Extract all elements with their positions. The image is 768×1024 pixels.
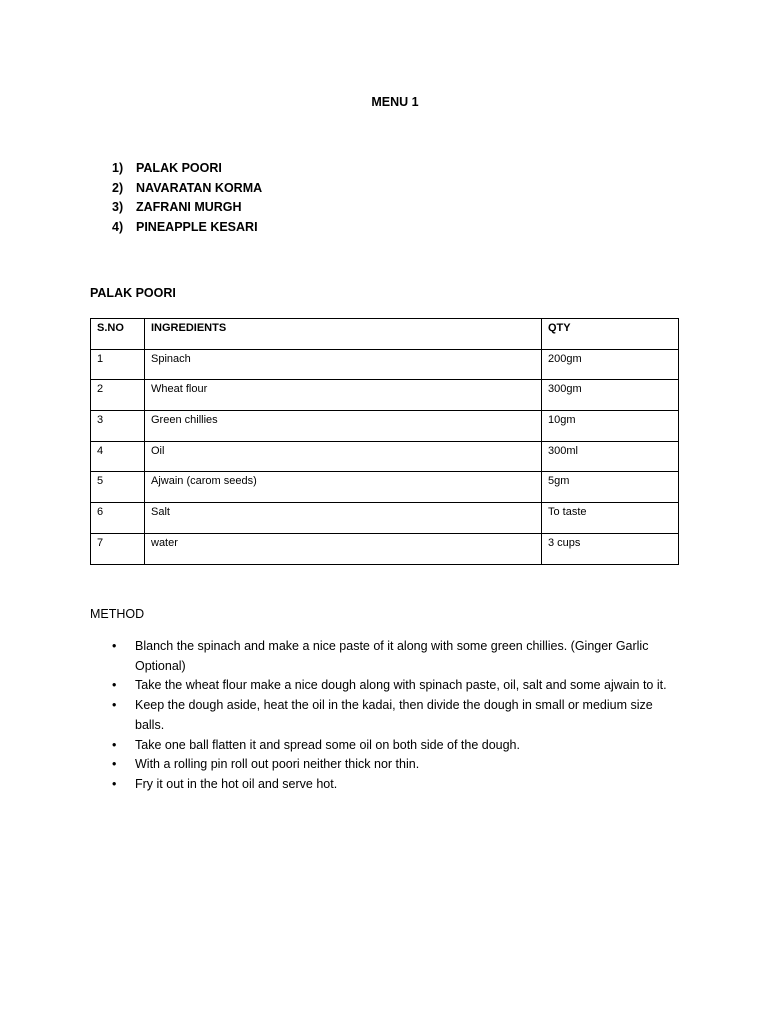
menu-item-number: 1) [112, 161, 124, 175]
table-row [91, 503, 679, 534]
cell-qty: 10gm [542, 411, 679, 442]
table-header-row [91, 319, 679, 350]
bullet-icon: • [112, 737, 117, 752]
method-step-text: Take the wheat flour make a nice dough along with spinach paste, oil, salt and some ajwain to it. [135, 678, 667, 693]
method-step [112, 637, 682, 676]
menu-item-name: NAVARATAN KORMA [136, 180, 263, 195]
cell-qty: 300ml [542, 441, 679, 472]
header-sno: S.NO [91, 319, 145, 350]
header-qty: QTY [542, 319, 679, 350]
menu-title: MENU 1 [371, 95, 419, 109]
cell-sno: 4 [91, 441, 145, 472]
cell-sno: 2 [91, 380, 145, 411]
method-steps [112, 637, 682, 795]
menu-item [112, 218, 262, 238]
table-row [91, 380, 679, 411]
cell-ingredient: Oil [145, 441, 542, 472]
cell-ingredient: Green chillies [145, 411, 542, 442]
method-step-text: Take one ball flatten it and spread some oil on both side of the dough. [135, 737, 520, 752]
cell-ingredient: Salt [145, 503, 542, 534]
cell-sno: 3 [91, 411, 145, 442]
recipe-title: PALAK POORI [90, 286, 176, 300]
menu-list [112, 159, 262, 238]
menu-item-name: ZAFRANI MURGH [136, 200, 242, 215]
cell-qty: 300gm [542, 380, 679, 411]
cell-ingredient: Ajwain (carom seeds) [145, 472, 542, 503]
header-ingredients: INGREDIENTS [145, 319, 542, 350]
method-step [112, 755, 682, 775]
cell-ingredient: Spinach [145, 349, 542, 380]
bullet-icon: • [112, 639, 117, 653]
method-step-text: Blanch the spinach and make a nice paste of it along with some green chillies. (Ginger Garlic Optional) [135, 639, 649, 673]
menu-item-number: 4) [112, 220, 124, 235]
menu-item [112, 198, 262, 218]
method-step [112, 676, 682, 696]
menu-item-name: PALAK POORI [136, 161, 222, 175]
method-step [112, 736, 682, 756]
ingredients-table [90, 318, 679, 565]
cell-sno: 1 [91, 349, 145, 380]
cell-qty: 3 cups [542, 533, 679, 564]
menu-item [112, 159, 262, 179]
bullet-icon: • [112, 678, 117, 693]
bullet-icon: • [112, 776, 117, 791]
menu-item-number: 2) [112, 180, 124, 195]
menu-item [112, 179, 262, 199]
method-step-text: With a rolling pin roll out poori neither thick nor thin. [135, 757, 420, 772]
cell-sno: 5 [91, 472, 145, 503]
method-step [112, 696, 682, 735]
cell-qty: To taste [542, 503, 679, 534]
method-step [112, 775, 682, 795]
cell-sno: 6 [91, 503, 145, 534]
table-row [91, 441, 679, 472]
method-step-text: Fry it out in the hot oil and serve hot. [135, 776, 338, 791]
cell-qty: 5gm [542, 472, 679, 503]
method-step-text: Keep the dough aside, heat the oil in the kadai, then divide the dough in small or medium size balls. [135, 698, 653, 732]
menu-item-name: PINEAPPLE KESARI [136, 220, 258, 235]
cell-sno: 7 [91, 533, 145, 564]
cell-ingredient: water [145, 533, 542, 564]
table-row [91, 533, 679, 564]
cell-ingredient: Wheat flour [145, 380, 542, 411]
table-row [91, 411, 679, 442]
bullet-icon: • [112, 698, 117, 713]
method-heading: METHOD [90, 607, 145, 621]
table-row [91, 349, 679, 380]
bullet-icon: • [112, 757, 117, 772]
menu-item-number: 3) [112, 200, 124, 215]
table-row [91, 472, 679, 503]
cell-qty: 200gm [542, 349, 679, 380]
